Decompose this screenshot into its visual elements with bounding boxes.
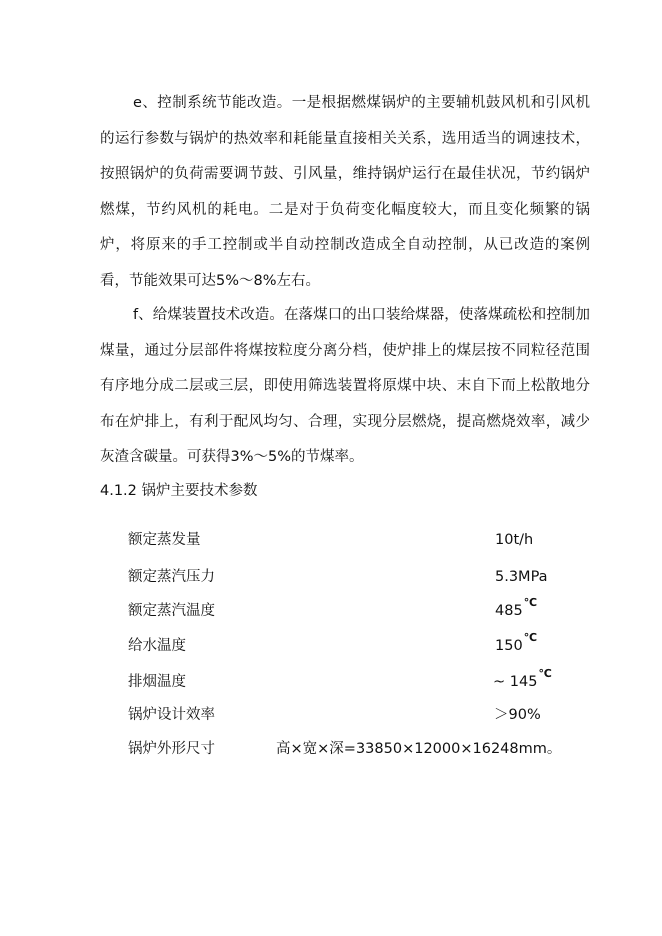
param-value: ＞90% [494, 707, 541, 723]
paragraph-control-system: e、控制系统节能改造。一是根据燃煤锅炉的主要辅机鼓风机和引风机的运行参数与锅炉的热效率和耗能量直接相关关系，选用适当的调速技术，按照锅炉的负荷需要调节鼓、引风量，维持锅炉运行在最佳状况，节约锅炉燃煤，节约风机的耗电。二是对于负荷变化幅度较大，而且变化频繁的锅炉，将原来的手工控制或半自动控制改造成全自动控制，从已改造的案例看，节能效果可达5%～8%左右。 [100, 95, 590, 289]
param-value: 5.3MPa [495, 569, 548, 585]
param-value: 10t/h [495, 532, 534, 548]
param-row-steam-temperature [128, 596, 588, 626]
param-row-evaporation [128, 525, 588, 555]
param-value: 150 [495, 638, 523, 654]
paragraph-coal-feeder: f、给煤装置技术改造。在落煤口的出口装给煤器，使落煤疏松和控制加煤量，通过分层部件将煤按粒度分离分档，使炉排上的煤层按不同粒径范围有序地分成二层或三层，即使用筛选装置将原煤中块、末自下而上松散地分布在炉排上，有利于配风均匀、合理，实现分层燃烧，提高燃烧效率，减少灰渣含碳量。可获得3%～5%的节煤率。 [100, 307, 590, 465]
param-row-design-efficiency [128, 700, 588, 730]
param-label: 额定蒸汽温度 [128, 603, 215, 619]
param-value-group [495, 631, 537, 662]
param-label: 额定蒸汽压力 [128, 569, 215, 585]
param-label: 给水温度 [128, 638, 186, 654]
celsius-unit: ℃ [523, 631, 538, 644]
param-row-feedwater-temperature [128, 631, 588, 661]
param-label: 排烟温度 [128, 674, 186, 690]
param-value-group [495, 596, 537, 627]
param-value: 高×宽×深=33850×12000×16248mm。 [276, 741, 562, 757]
param-label: 锅炉外形尺寸 [128, 741, 215, 757]
param-value: ~ 145 [493, 674, 538, 690]
celsius-unit: ℃ [538, 667, 552, 680]
param-label: 锅炉设计效率 [128, 707, 215, 723]
param-row-steam-pressure [128, 562, 588, 592]
celsius-unit: ℃ [523, 596, 538, 609]
param-row-exhaust-temperature [128, 667, 588, 697]
param-row-dimensions [128, 734, 588, 764]
param-label: 额定蒸发量 [128, 532, 201, 548]
param-value: 485 [495, 603, 523, 619]
section-heading: 4.1.2 锅炉主要技术参数 [100, 483, 258, 499]
param-value-group [493, 667, 552, 698]
